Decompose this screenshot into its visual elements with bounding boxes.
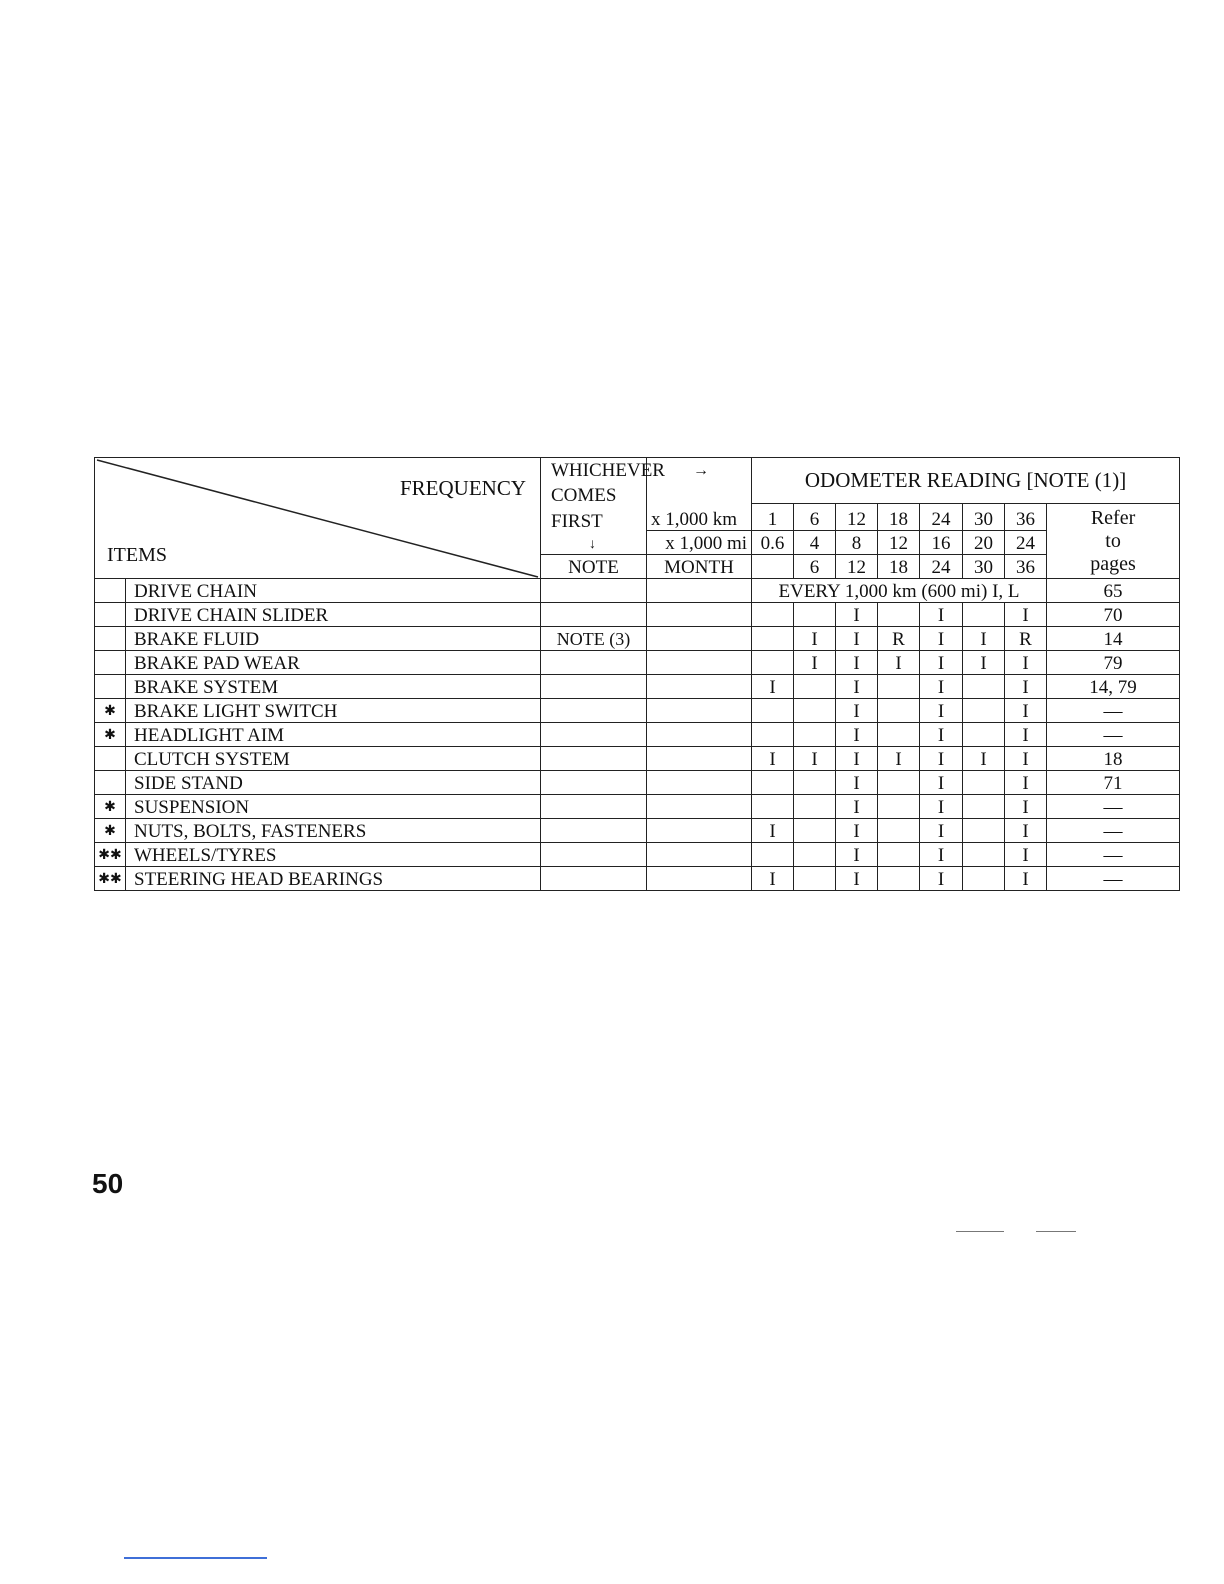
refer-page-cell: 79 [1047,651,1180,675]
interval-cell [878,723,920,747]
interval-cell [752,699,794,723]
note-header: NOTE [541,555,647,579]
month-cell [647,699,752,723]
interval-cell [794,843,836,867]
km-unit-label: x 1,000 km [647,504,752,531]
interval-cell: I [920,603,963,627]
interval-cell [878,699,920,723]
mi-value-cell: 16 [920,531,963,555]
footer-rule [1036,1231,1076,1232]
refer-to-pages-line: Refer [1090,506,1136,529]
interval-cell: I [1005,699,1047,723]
item-name: DRIVE CHAIN [126,579,541,603]
mi-value-cell: 8 [836,531,878,555]
interval-cell [878,771,920,795]
note-cell [541,771,647,795]
special-mark-cell [95,675,126,699]
interval-cell [963,723,1005,747]
interval-cell: I [752,819,794,843]
interval-cell: I [920,771,963,795]
refer-page-cell: 18 [1047,747,1180,771]
note-cell [541,795,647,819]
items-label: ITEMS [107,544,167,566]
interval-cell: I [836,675,878,699]
special-mark-cell [95,747,126,771]
month-cell [647,627,752,651]
month-value-cell: 36 [1005,555,1047,579]
month-value-cell: 18 [878,555,920,579]
interval-cell: I [794,747,836,771]
interval-cell: I [836,843,878,867]
mi-value-cell: 24 [1005,531,1047,555]
month-cell [647,603,752,627]
interval-cell: I [920,699,963,723]
interval-cell: I [752,747,794,771]
interval-cell: I [920,723,963,747]
special-mark-cell: ✱ [95,723,126,747]
every-interval-cell: EVERY 1,000 km (600 mi) I, L [752,579,1047,603]
km-value-cell: 1 [752,504,794,531]
mi-value-cell: 4 [794,531,836,555]
interval-cell [963,843,1005,867]
interval-cell [752,771,794,795]
down-arrow-icon: ↓ [589,537,596,552]
interval-cell: I [920,843,963,867]
interval-cell [752,843,794,867]
note-cell [541,603,647,627]
special-mark-cell [95,579,126,603]
interval-cell: I [963,747,1005,771]
interval-cell: I [1005,603,1047,627]
item-name: CLUTCH SYSTEM [126,747,541,771]
interval-cell [794,867,836,891]
km-value-cell: 24 [920,504,963,531]
interval-cell: I [878,747,920,771]
special-mark-cell: ✱✱ [95,867,126,891]
refer-to-pages-line: pages [1090,552,1136,575]
table-row [95,723,1180,747]
note-cell [541,675,647,699]
comes-label: COMES [551,485,617,506]
month-cell [647,723,752,747]
table-row [95,675,1180,699]
note-cell [541,819,647,843]
refer-page-cell: — [1047,795,1180,819]
interval-cell: I [752,675,794,699]
refer-page-cell: — [1047,867,1180,891]
refer-to-pages-header [1047,504,1180,579]
interval-cell [752,795,794,819]
interval-cell [963,867,1005,891]
interval-cell [878,867,920,891]
item-name: DRIVE CHAIN SLIDER [126,603,541,627]
mi-value-cell: 0.6 [752,531,794,555]
interval-cell: I [920,795,963,819]
month-value-cell: 6 [794,555,836,579]
item-name: SIDE STAND [126,771,541,795]
month-cell [647,747,752,771]
interval-cell [963,819,1005,843]
interval-cell [752,723,794,747]
interval-cell [963,675,1005,699]
month-cell [647,819,752,843]
month-value-cell: 12 [836,555,878,579]
month-cell [647,579,752,603]
interval-cell: I [836,651,878,675]
right-arrow-icon: → [693,462,709,479]
special-mark-cell: ✱ [95,699,126,723]
note-cell [541,651,647,675]
interval-cell: I [1005,723,1047,747]
interval-cell: I [1005,651,1047,675]
note-cell [541,843,647,867]
refer-page-cell: — [1047,843,1180,867]
km-value-cell: 18 [878,504,920,531]
table-row [95,795,1180,819]
month-cell [647,867,752,891]
maintenance-schedule-table [94,457,1180,891]
refer-page-cell: 71 [1047,771,1180,795]
interval-cell [794,795,836,819]
interval-cell: I [1005,747,1047,771]
first-label: FIRST [551,511,603,532]
note-cell [541,723,647,747]
interval-cell: I [836,795,878,819]
interval-cell: I [920,747,963,771]
month-value-cell: 24 [920,555,963,579]
table-row [95,819,1180,843]
interval-cell: I [1005,843,1047,867]
month-cell [647,795,752,819]
interval-cell [878,843,920,867]
interval-cell: I [878,651,920,675]
month-cell [647,771,752,795]
month-cell [647,843,752,867]
interval-cell: I [920,651,963,675]
frequency-items-header [95,458,541,579]
interval-cell [752,651,794,675]
km-value-cell: 6 [794,504,836,531]
header-row-1 [95,458,1180,504]
interval-cell [752,627,794,651]
interval-cell: I [752,867,794,891]
table-row [95,699,1180,723]
interval-cell: I [963,651,1005,675]
mi-value-cell: 12 [878,531,920,555]
interval-cell [878,675,920,699]
month-header: MONTH [647,555,752,579]
interval-cell [963,795,1005,819]
mi-unit-label: x 1,000 mi [647,531,752,555]
interval-cell [794,699,836,723]
interval-cell: R [878,627,920,651]
table-row [95,603,1180,627]
interval-cell: I [920,867,963,891]
interval-cell: I [963,627,1005,651]
page-number: 50 [92,1168,124,1199]
item-name: HEADLIGHT AIM [126,723,541,747]
refer-page-cell: — [1047,819,1180,843]
interval-cell: I [1005,819,1047,843]
interval-cell: I [920,675,963,699]
special-mark-cell: ✱ [95,819,126,843]
item-name: WHEELS/TYRES [126,843,541,867]
note-cell [541,579,647,603]
note-cell: NOTE (3) [541,627,647,651]
special-mark-cell [95,627,126,651]
table-row [95,747,1180,771]
km-value-cell: 12 [836,504,878,531]
item-name: BRAKE SYSTEM [126,675,541,699]
interval-cell: I [1005,795,1047,819]
refer-page-cell: 65 [1047,579,1180,603]
month-cell [647,675,752,699]
interval-cell: I [836,771,878,795]
interval-cell [752,603,794,627]
interval-cell: R [1005,627,1047,651]
interval-cell [794,603,836,627]
interval-cell: I [836,723,878,747]
refer-page-cell: 14 [1047,627,1180,651]
interval-cell [963,699,1005,723]
table-row [95,843,1180,867]
item-name: BRAKE LIGHT SWITCH [126,699,541,723]
interval-cell: I [1005,867,1047,891]
interval-cell [878,603,920,627]
note-cell [541,867,647,891]
interval-cell: I [794,651,836,675]
interval-cell: I [836,627,878,651]
note-cell [541,699,647,723]
interval-cell: I [1005,771,1047,795]
bottom-blue-rule [124,1557,267,1559]
interval-cell: I [836,747,878,771]
km-value-cell: 30 [963,504,1005,531]
interval-cell [963,771,1005,795]
item-name: BRAKE FLUID [126,627,541,651]
table-row [95,771,1180,795]
item-name: STEERING HEAD BEARINGS [126,867,541,891]
refer-page-cell: 14, 79 [1047,675,1180,699]
interval-cell: I [920,819,963,843]
special-mark-cell: ✱✱ [95,843,126,867]
mi-value-cell: 20 [963,531,1005,555]
table-row [95,867,1180,891]
table-row [95,627,1180,651]
interval-cell [878,819,920,843]
interval-cell: I [920,627,963,651]
item-name: SUSPENSION [126,795,541,819]
month-cell [647,651,752,675]
footer-rule [956,1231,1004,1232]
refer-page-cell: — [1047,699,1180,723]
interval-cell: I [836,867,878,891]
interval-cell: I [794,627,836,651]
refer-to-pages-line: to [1105,529,1121,552]
note-cell [541,747,647,771]
whichever-label: WHICHEVER [551,460,665,481]
interval-cell: I [836,699,878,723]
interval-cell [794,819,836,843]
month-value-cell [752,555,794,579]
refer-page-cell: 70 [1047,603,1180,627]
special-mark-cell [95,603,126,627]
interval-cell [963,603,1005,627]
month-value-cell: 30 [963,555,1005,579]
interval-cell [794,771,836,795]
refer-page-cell: — [1047,723,1180,747]
odometer-reading-header: ODOMETER READING [NOTE (1)] [752,458,1180,504]
interval-cell: I [1005,675,1047,699]
interval-cell [794,723,836,747]
table-row [95,579,1180,603]
special-mark-cell [95,651,126,675]
table-row [95,651,1180,675]
item-name: NUTS, BOLTS, FASTENERS [126,819,541,843]
interval-cell [794,675,836,699]
interval-cell [878,795,920,819]
interval-cell: I [836,603,878,627]
item-name: BRAKE PAD WEAR [126,651,541,675]
special-mark-cell [95,771,126,795]
frequency-label: FREQUENCY [399,476,526,500]
interval-cell: I [836,819,878,843]
km-value-cell: 36 [1005,504,1047,531]
special-mark-cell: ✱ [95,795,126,819]
